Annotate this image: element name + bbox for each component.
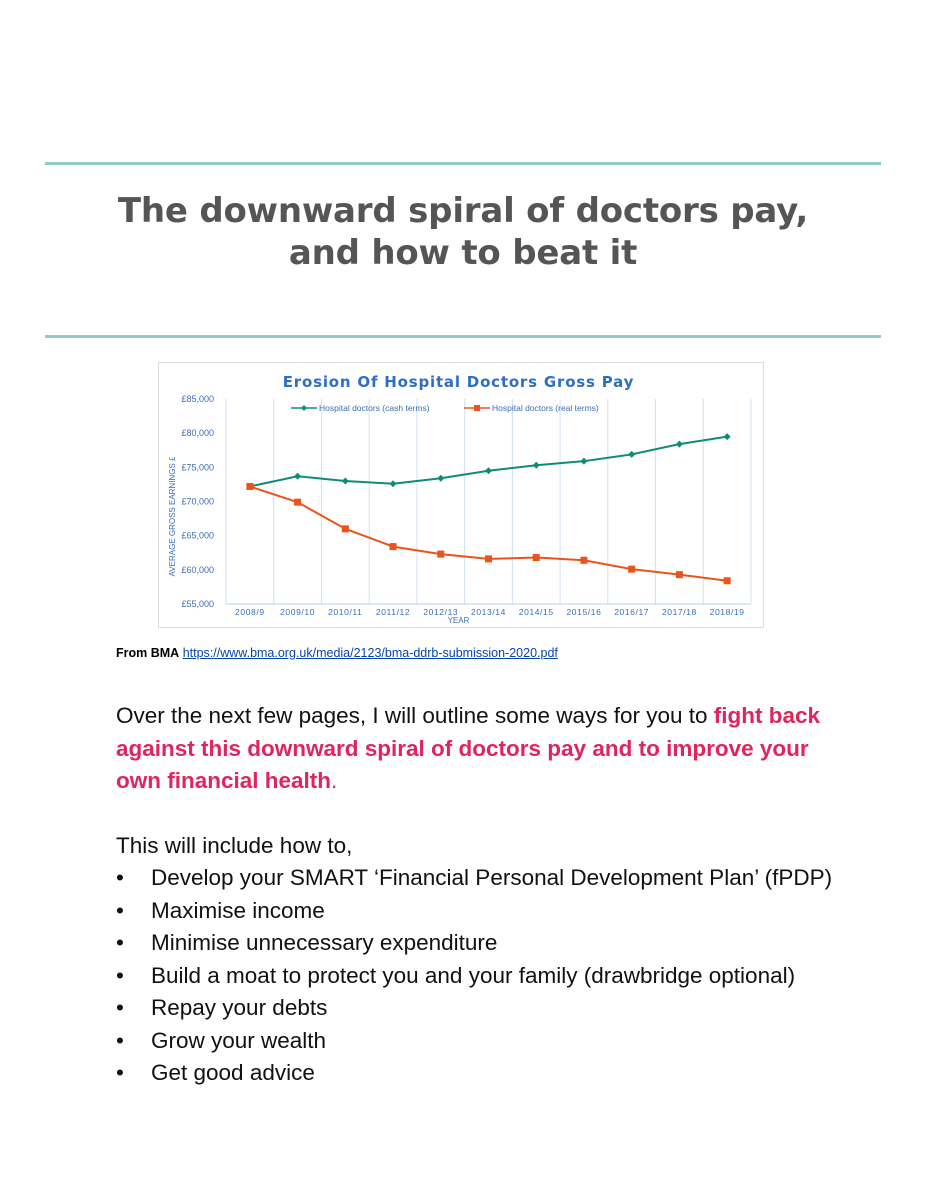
data-point (676, 441, 683, 448)
list-item (116, 960, 836, 993)
x-tick-label: 2013/14 (471, 607, 506, 617)
data-point (580, 557, 587, 564)
data-point (294, 473, 301, 480)
data-point (724, 433, 731, 440)
body-text (116, 700, 836, 1090)
y-tick-label: £65,000 (181, 530, 214, 541)
bullet-icon: • (116, 1060, 124, 1085)
x-tick-label: 2011/12 (375, 607, 411, 617)
chart-title: Erosion Of Hospital Doctors Gross Pay (282, 373, 635, 391)
list-item (116, 1057, 836, 1090)
data-point (485, 467, 492, 474)
legend-marker (474, 405, 480, 411)
x-tick-label: 2010/11 (328, 607, 363, 617)
data-point (533, 554, 540, 561)
data-point (580, 458, 587, 465)
list-item (116, 862, 836, 895)
bullet-icon: • (116, 930, 124, 955)
list-item (116, 992, 836, 1025)
data-point (724, 577, 731, 584)
intro-highlight: fight back against this downward spiral of doctors pay and to improve your own financial health (116, 703, 821, 793)
bullet-icon: • (116, 995, 124, 1020)
bottom-divider (45, 335, 881, 338)
bullet-icon: • (116, 897, 124, 923)
legend-label: Hospital doctors (real terms) (492, 403, 599, 413)
pay-chart (158, 362, 764, 628)
x-axis-title: YEAR (447, 616, 470, 625)
data-point (437, 551, 444, 558)
x-tick-label: 2014/15 (518, 607, 554, 617)
x-tick-label: 2009/10 (280, 607, 316, 617)
y-tick-label: £55,000 (181, 599, 214, 609)
top-divider (45, 162, 881, 165)
list-item-text: Grow your wealth (151, 1027, 327, 1053)
data-point (342, 525, 349, 532)
source-prefix: From BMA (116, 646, 180, 660)
bullet-list (116, 862, 836, 1090)
list-item-text: Repay your debts (151, 995, 328, 1020)
intro-paragraph (116, 700, 836, 798)
data-point (676, 571, 683, 578)
data-point (628, 451, 635, 458)
list-item-text: Build a moat to protect you and your family (drawbridge optional) (151, 962, 796, 988)
data-point (485, 555, 492, 562)
y-tick-label: £85,000 (181, 394, 214, 404)
intro-text: Over the next few pages, I will outline some ways for you to (116, 703, 708, 728)
data-point (294, 499, 301, 506)
data-point (390, 480, 397, 487)
source-link[interactable]: https://www.bma.org.uk/media/2123/bma-ddrb-submission-2020.pdf (182, 646, 558, 660)
bullet-icon: • (116, 865, 124, 890)
y-tick-label: £70,000 (181, 496, 214, 507)
list-item-text: Get good advice (151, 1060, 315, 1085)
legend-label: Hospital doctors (cash terms) (319, 403, 430, 413)
page-title (45, 190, 881, 274)
title-line-2: and how to beat it (288, 233, 638, 273)
list-item-text: Develop your SMART ‘Financial Personal Development Plan’ (fPDP) (151, 865, 833, 890)
bullet-icon: • (116, 962, 124, 988)
data-point (628, 566, 635, 573)
data-point (342, 478, 349, 485)
x-tick-label: 2017/18 (661, 607, 697, 617)
data-point (437, 475, 444, 482)
legend-marker (301, 405, 307, 411)
data-point (533, 462, 540, 469)
x-tick-label: 2016/17 (614, 607, 650, 617)
y-axis-title: AVERAGE GROSS EARNINGS £ (168, 456, 177, 577)
list-item (116, 895, 836, 928)
x-tick-label: 2008/9 (235, 607, 265, 617)
x-tick-label: 2012/13 (423, 607, 459, 617)
list-item (116, 1025, 836, 1058)
y-tick-label: £80,000 (181, 428, 214, 439)
y-tick-label: £75,000 (181, 462, 214, 473)
bullet-icon: • (116, 1027, 124, 1053)
x-tick-label: 2015/16 (566, 607, 602, 617)
intro-period: . (331, 768, 338, 793)
source-citation (116, 646, 558, 660)
x-tick-label: 2018/19 (709, 607, 745, 617)
data-point (246, 483, 253, 490)
title-line-1: The downward spiral of doctors pay, (117, 191, 809, 231)
y-tick-label: £60,000 (181, 564, 214, 575)
list-item-text: Minimise unnecessary expenditure (151, 930, 498, 955)
data-point (390, 543, 397, 550)
list-intro: This will include how to, (116, 832, 353, 858)
list-item (116, 927, 836, 960)
chart-svg (159, 363, 763, 627)
list-item-text: Maximise income (151, 897, 325, 923)
